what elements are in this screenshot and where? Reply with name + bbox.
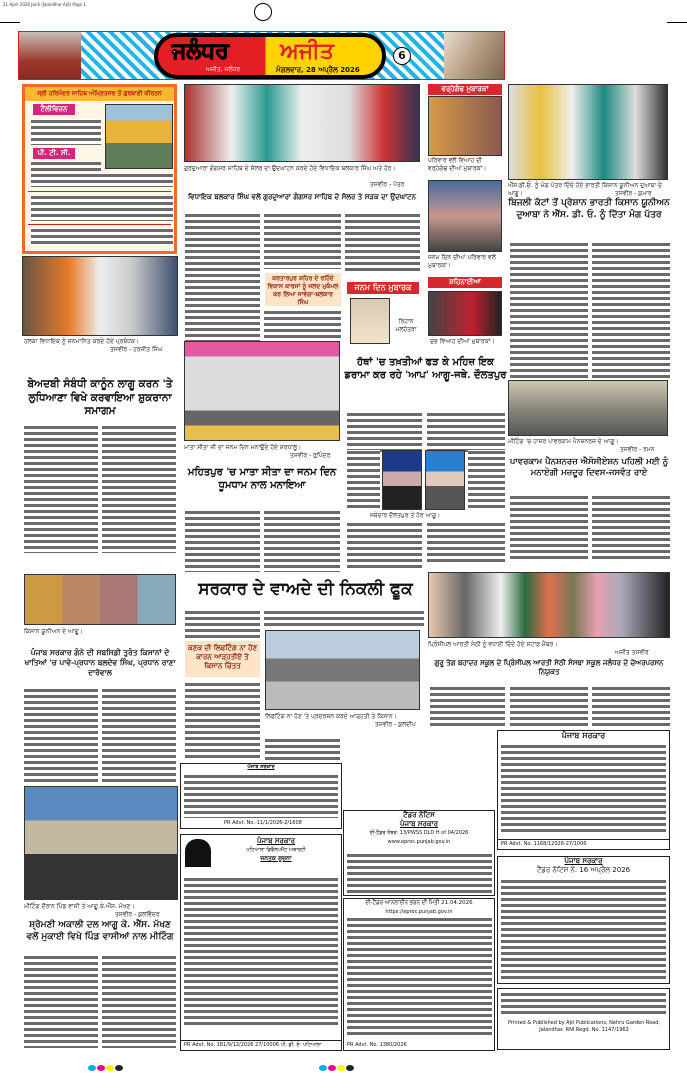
caption-principal: ਪ੍ਰਿੰਸੀਪਲ ਆਰਤੀ ਸੇਠੀ ਨੂੰ ਵਧਾਈ ਦਿੰਦੇ ਹੋਏ ਸਟਾਫ਼ ਮੈਂਬਰ।: [428, 641, 558, 648]
credit-lifting: ਤਸਵੀਰ - ਕੁਲਦੀਪ: [375, 721, 416, 728]
ad-url[interactable]: https://eproc.punjab.gov.in: [385, 909, 453, 915]
story-photo-gangsar: [184, 84, 420, 162]
ad-title: ਟੈਂਡਰ ਨੋਟਿਸ: [403, 811, 435, 819]
headline-daulatpur: ਹੱਥਾਂ 'ਚ ਤਖ਼ਤੀਆਂ ਫੜ ਕੇ ਮਹਿਜ਼ ਇਕ ਡਰਾਮਾ ਕਰ ਰਹੇ 'ਆਪ' ਆਗੂ-ਜਥੇ. ਦੌਲਤਪੁਰ: [344, 357, 507, 381]
tag-television: ਟੈਲੀਵਿਜ਼ਨ: [33, 104, 75, 115]
anniversary-label: ਵਰ੍ਹੇਗੰਢ ਮੁਬਾਰਕਾਂ: [428, 84, 502, 95]
story-photo-beadbi: [22, 256, 178, 336]
caption-beadbi: ਹਲਕਾ ਵਿਧਾਇਕ ਨੂੰ ਸਨਮਾਨਿਤ ਕਰਦੇ ਹੋਏ ਪ੍ਰਬੰਧਕ।: [24, 338, 140, 345]
story-photo-four-leaders: [24, 574, 176, 625]
ad-title: ਪੰਜਾਬ ਸਰਕਾਰ: [564, 857, 603, 865]
story-photo-lifting: [265, 630, 420, 710]
color-registration-bar: [18, 1056, 668, 1064]
headline-kisan: ਬਿਜਲੀ ਕੱਟਾਂ ਤੋਂ ਪ੍ਰੇਸ਼ਾਨ ਭਾਰਤੀ ਕਿਸਾਨ ਯੂਨੀਅਨ ਦੁਆਬਾ ਨੇ ਐੱਸ. ਡੀ. ਓ. ਨੂੰ ਦਿੱਤਾ ਮੰਗ ਪੱਤਰ: [508, 198, 670, 220]
leader-photo-2: [425, 450, 465, 510]
ad-ref: PR Advt. No. 1380/2026: [347, 1042, 407, 1048]
print-slug: 21 April 2026 Jal-6 (Jalandhar Ajit) Page 1: [3, 2, 86, 7]
ad-title: ਪੰਜਾਬ ਸਰਕਾਰ: [561, 731, 606, 740]
masthead: [18, 31, 505, 80]
caption-gangsar: ਗੁਰਦੁਆਰਾ ਗੰਗਸਰ ਸਾਹਿਬ ਦੇ ਸੋਲਰ ਦਾ ਉਦਘਾਟਨ ਕਰਦੇ ਹੋਏ ਵਿਧਾਇਕ ਬਲਕਾਰ ਸਿੰਘ ਅਤੇ ਹੋਰ।: [184, 165, 396, 172]
logo-pill: [154, 33, 386, 79]
ad-subtitle: ਪੰਜਾਬ ਸਰਕਾਰ: [399, 820, 438, 828]
ad-etender: [343, 898, 495, 1051]
highlight-box-gangsar: ਕਰਤਾਰਪੁਰ ਸ਼ਹਿਰ ਦੇ ਰਹਿੰਦੇ ਵਿਕਾਸ ਕਾਰਜਾਂ ਨੂੰ ਜਲਦ ਮੁਕੰਮਲ ਕਰ ਲਿਆ ਜਾਵੇਗਾ-ਬਲਕਾਰ ਸਿੰਘ: [265, 273, 341, 306]
credit-principal: ਅਜੀਤ ਤਸਵੀਰ: [615, 649, 649, 656]
ad-ref: PR Advt. No. 181/9/12/2026 27/10006 ਪੀ. ਡੀ. ਏ. ਪਟਿਆਲਾ: [181, 1040, 341, 1050]
headline-sita: ਮਹਿਤਪੁਰ 'ਚ ਮਾਤਾ ਸੀਤਾ ਦਾ ਜਨਮ ਦਿਨ ਧੂਮਧਾਮ ਨਾਲ ਮਨਾਇਆ: [187, 467, 337, 491]
caption-ganna: ਕਿਸਾਨ ਯੂਨੀਅਨ ਦੇ ਆਗੂ।: [24, 628, 83, 635]
headline-principal: ਗੁਰੂ ਤੇਗ ਬਹਾਦਰ ਸਕੂਲ ਦੇ ਪ੍ਰਿੰਸੀਪਲ ਆਰਤੀ ਸੇਠੀ ਸੰਸਥਾ ਸਕੂਲ ਜਲੰਧਰ ਦੇ ਚੇਅਰਪਰਸਨ ਨਿਯੁਕਤ: [434, 658, 664, 677]
ad-tender-16: [497, 856, 670, 984]
credit-makhan: ਤਸਵੀਰ - ਕੁਲਵਿੰਦਰ: [115, 911, 160, 918]
ad-ref: PR Advt. No. 1168/12026-27/1006: [498, 839, 669, 849]
credit-kisan: ਤਸਵੀਰ - ਕੁਮਾਰ: [615, 190, 652, 197]
birthday-label: ਜਨਮ ਦਿਨ ਮੁਬਾਰਕ: [347, 282, 419, 294]
anniversary-caption: ਪਰਿਵਾਰ ਵਲੋਂ ਵਿਆਹ ਦੀ ਵਰ੍ਹੇਗੰਢ ਦੀਆਂ ਮੁਬਾਰਕਾਂ।: [428, 157, 487, 172]
building-photo: [19, 32, 81, 80]
caption-daulatpur: ਜਥੇਦਾਰ ਦੌਲਤਪੁਰ ਤੇ ਹੋਰ ਆਗੂ।: [370, 512, 441, 519]
crop-mark: [667, 22, 687, 23]
caption-makhan: ਮੀਟਿੰਗ ਦੌਰਾਨ ਪਿੰਡ ਵਾਸੀ ਤੇ ਆਗੂ ਕੇ.ਐੱਸ. ਮੱਖਣ।: [24, 903, 135, 910]
imprint-box: [497, 988, 670, 1050]
ad-subtitle: ਜਨਤਕ ਸੂਚਨਾ: [260, 855, 292, 862]
credit-gangsar: ਤਸਵੀਰ - ਪੱਤਰ: [370, 181, 405, 188]
gurbani-title: ਸ੍ਰੀ ਹਰਿਮੰਦਰ ਸਾਹਿਬ ਅੰਮ੍ਰਿਤਸਰ ਤੋਂ ਗੁਰਬਾਣੀ ਕੀਰਤਨ: [25, 87, 174, 101]
ad-title: ਪੰਜਾਬ ਸਰਕਾਰ: [247, 764, 275, 770]
highlight-box-lifting: ਕਣਕ ਦੀ ਲਿਫਟਿੰਗ ਨਾ ਹੋਣ ਕਾਰਨ ਆੜ੍ਹਤੀਏ ਤੇ ਕਿਸਾਨ ਚਿੰਤਤ: [185, 641, 260, 677]
caption-lifting: ਲਿਫਟਿੰਗ ਨਾ ਹੋਣ 'ਤੇ ਪ੍ਰਦਰਸ਼ਨ ਕਰਦੇ ਆੜ੍ਹਤੀ ਤੇ ਕਿਸਾਨ।: [265, 713, 397, 720]
ad-title: ਈ-ਟੈਂਡਰ ਆਨਲਾਈਨ ਭਰਨ ਦੀ ਮਿਤੀ 21.04.2026: [365, 900, 473, 906]
caption-powercom: ਮੀਟਿੰਗ 'ਚ ਹਾਜ਼ਰ ਪਾਵਰਕਾਮ ਪੈਨਸ਼ਨਰਜ਼ ਦੇ ਆਗੂ।: [508, 438, 619, 445]
story-photo-sita: [184, 341, 340, 441]
story-photo-makhan: [24, 786, 178, 900]
edition-label: ਅਜੀਤ, ਜਲੰਧਰ: [206, 66, 241, 73]
tag-ptc: ਪੀ. ਟੀ. ਸੀ.: [33, 148, 75, 159]
ad-punjab-sarkar-2: [497, 730, 670, 850]
tower-photo: [444, 32, 504, 80]
ad-body: ਪਟਿਆਲਾ ਡਿਵੈਲਪਮੈਂਟ ਅਥਾਰਟੀ: [246, 847, 306, 853]
page-number: 6: [393, 47, 411, 65]
wedding-label: ਸ਼ਹਿਨਾਈਆਂ: [428, 277, 502, 288]
ad-tender-number: ਟੈਂਡਰ ਨੋਟਿਸ ਨੰ. 16 ਅਪ੍ਰੈਲ 2026: [536, 866, 631, 874]
caption-kisan: ਐੱਸ.ਡੀ.ਓ. ਨੂੰ ਮੰਗ ਪੱਤਰ ਦਿੰਦੇ ਹੋਏ ਭਾਰਤੀ ਕਿਸਾਨ ਯੂਨੀਅਨ ਦੁਆਬਾ ਦੇ ਆਗੂ।: [508, 182, 662, 197]
ad-title: ਪੰਜਾਬ ਸਰਕਾਰ: [256, 837, 295, 845]
ad-pda: [180, 834, 342, 1051]
gurbani-box: [22, 84, 177, 254]
ad-ref: PR Advt. No.-11/1/2026-2/1608: [224, 820, 302, 826]
birthday-caption: ਜਨਮ ਦਿਨ ਦੀਆਂ ਪਰਿਵਾਰ ਵਲੋਂ ਮੁਬਾਰਕਾਂ।: [428, 254, 496, 269]
headline-wade: ਸਰਕਾਰ ਦੇ ਵਾਅਦੇ ਦੀ ਨਿਕਲੀ ਫੂਕ: [198, 579, 413, 599]
anniversary-photo: [428, 96, 502, 156]
story-photo-principal: [428, 572, 670, 638]
story-photo-kisan: [508, 84, 668, 180]
caption-sita: ਮਾਤਾ ਸੀਤਾ ਜੀ ਦਾ ਜਨਮ ਦਿਨ ਮਨਾਉਂਦੇ ਹੋਏ ਸ਼ਰਧਾਲੂ।: [184, 444, 302, 451]
headline-makhan: ਸ਼੍ਰੋਮਣੀ ਅਕਾਲੀ ਦਲ ਆਗੂ ਕੇ. ਐੱਸ. ਮੱਖਣ ਵਲੋਂ ਮੁਕਾਈ ਵਿਖੇ ਪਿੰਡ ਵਾਸੀਆਂ ਨਾਲ ਮੀਟਿੰਗ: [26, 920, 174, 942]
leader-photo-1: [382, 450, 422, 510]
headline-gangsar: ਵਿਧਾਇਕ ਬਲਕਾਰ ਸਿੰਘ ਵਲੋਂ ਗੁਰਦੁਆਰਾ ਗੰਗਸਰ ਸਾਹਿਬ ਦੇ ਸੋਲਰ ਤੇ ਸੜਕ ਦਾ ਉਦਘਾਟਨ: [188, 192, 416, 201]
credit-powercom: ਤਸਵੀਰ - ਰਮਨ: [620, 446, 655, 453]
birthday-name: ਰਿਹਾਨ ਮਲਹੋਤਰਾ: [395, 318, 417, 333]
headline-beadbi: ਬੇਅਦਬੀ ਸੰਬੰਧੀ ਕਾਨੂੰਨ ਲਾਗੂ ਕਰਨ 'ਤੇ ਲੁਧਿਆਣਾ ਵਿਖੇ ਕਰਵਾਇਆ ਸ਼ੁਕਰਾਨਾ ਸਮਾਗਮ: [27, 378, 173, 418]
headline-ganna: ਪੰਜਾਬ ਸਰਕਾਰ ਗੰਨੇ ਦੀ ਸਬਸਿਡੀ ਤੁਰੰਤ ਕਿਸਾਨਾਂ ਦੇ ਖਾਤਿਆਂ 'ਚ ਪਾਵੇ-ਪ੍ਰਧਾਨ ਬਲਦੇਵ ਸਿੰਘ, ਪ੍ਰਧਾਨ ਰਾਣਾ ਦਾਰੋਵਾਲ: [24, 648, 176, 677]
date-label: ਮੰਗਲਵਾਰ, 28 ਅਪ੍ਰੈਲ 2026: [276, 66, 360, 74]
punjab-logo-icon: [185, 839, 211, 867]
birthday-couple-photo: [428, 180, 502, 252]
wedding-photo: [428, 291, 502, 336]
wedding-caption: ਸ਼ੁਭ ਵਿਆਹ ਦੀਆਂ ਮੁਬਾਰਕਾਂ।: [430, 338, 495, 345]
ad-punjab-sarkar-notice: [180, 763, 342, 829]
birthday-child-photo: [350, 298, 390, 344]
title-left: ਜਲੰਧਰ: [172, 39, 229, 64]
golden-temple-photo: [105, 104, 173, 169]
imprint-text: Printed & Published by Ajit Publications, Nehru Garden Road, Jalandhar. RNI Regd. No. 1147/1962: [507, 1020, 661, 1033]
ad-tender-notice: [343, 810, 495, 896]
registration-mark-icon: [254, 3, 272, 21]
credit-beadbi: ਤਸਵੀਰ - ਹਰਜੀਤ ਸਿੰਘ: [110, 346, 163, 353]
crop-mark: [0, 22, 20, 23]
ad-tender-number: ਈ-ਟੈਂਡਰ ਨੰਬਰ: 13/PWSS DLD H of 04/2026: [369, 830, 469, 836]
ad-url[interactable]: www.eproc.punjab.gov.in: [387, 839, 451, 845]
credit-sita: ਤਸਵੀਰ - ਰੁਪਿੰਦਰ: [290, 452, 331, 459]
title-right: ਅਜੀਤ: [280, 39, 334, 64]
headline-powercom: ਪਾਵਰਕਾਮ ਪੈਨਸ਼ਨਰਜ਼ ਐਸੋਸੀਏਸ਼ਨ ਪਹਿਲੀ ਮਈ ਨੂੰ ਮਨਾਏਗੀ ਮਜ਼ਦੂਰ ਦਿਵਸ-ਜਸਵੰਤ ਰਾਏ: [509, 457, 669, 479]
story-photo-powercom: [508, 380, 668, 436]
